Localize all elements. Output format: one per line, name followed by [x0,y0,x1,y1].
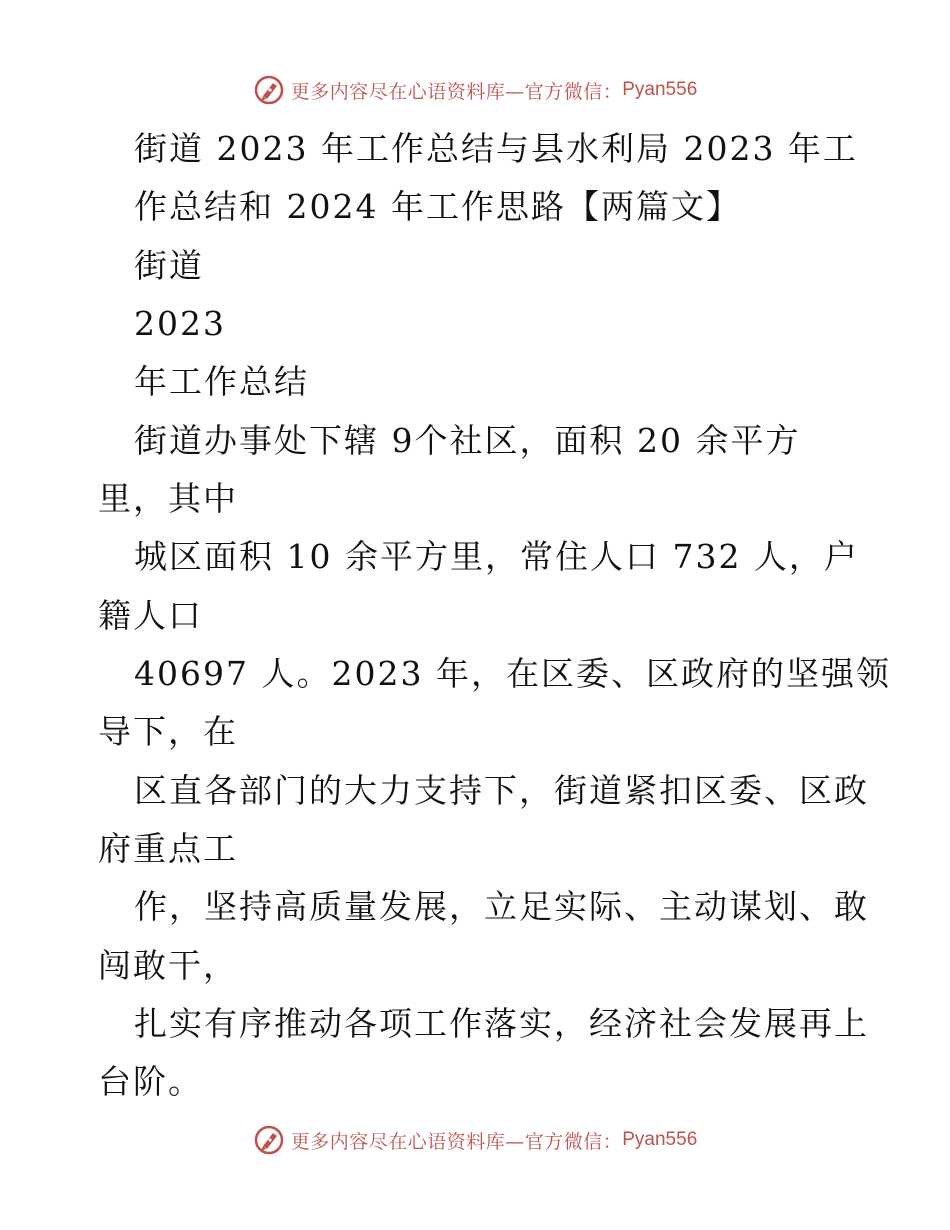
doc-line: 城区面积 10 余平方里，常住人口 732 人，户 [134,537,859,576]
pen-nib-logo-icon [253,1124,285,1156]
doc-line: 闯敢干， [98,946,238,985]
doc-line: 年工作总结 [134,362,309,401]
pen-nib-logo-icon [253,74,285,106]
doc-line: 作，坚持高质量发展，立足实际、主动谋划、敢 [134,887,869,926]
banner-wechat-id: Pyan556 [622,1129,698,1150]
footer-banner [0,1120,950,1160]
doc-line: 籍人口 [98,596,203,635]
banner-wechat-id: Pyan556 [622,79,698,100]
doc-line: 40697 人。2023 年，在区委、区政府的坚强领 [134,654,891,693]
doc-line: 导下，在 [98,712,238,751]
banner-text: 更多内容尽在心语资料库—官方微信： [290,1130,623,1153]
doc-line: 街道 2023 年工作总结与县水利局 2023 年工 [134,129,858,168]
doc-line: 街道 [134,246,204,285]
doc-line: 2023 [134,304,226,343]
doc-line: 府重点工 [98,829,238,868]
doc-line: 区直各部门的大力支持下，街道紧扣区委、区政 [134,771,869,810]
header-banner [0,70,950,110]
doc-line: 台阶。 [98,1062,203,1101]
banner-text: 更多内容尽在心语资料库—官方微信： [290,80,623,103]
doc-line: 里，其中 [98,479,238,518]
doc-line: 作总结和 2024 年工作思路【两篇文】 [134,187,741,226]
doc-line: 扎实有序推动各项工作落实，经济社会发展再上 [134,1004,869,1043]
doc-line: 街道办事处下辖 9个社区，面积 20 余平方 [134,421,801,460]
